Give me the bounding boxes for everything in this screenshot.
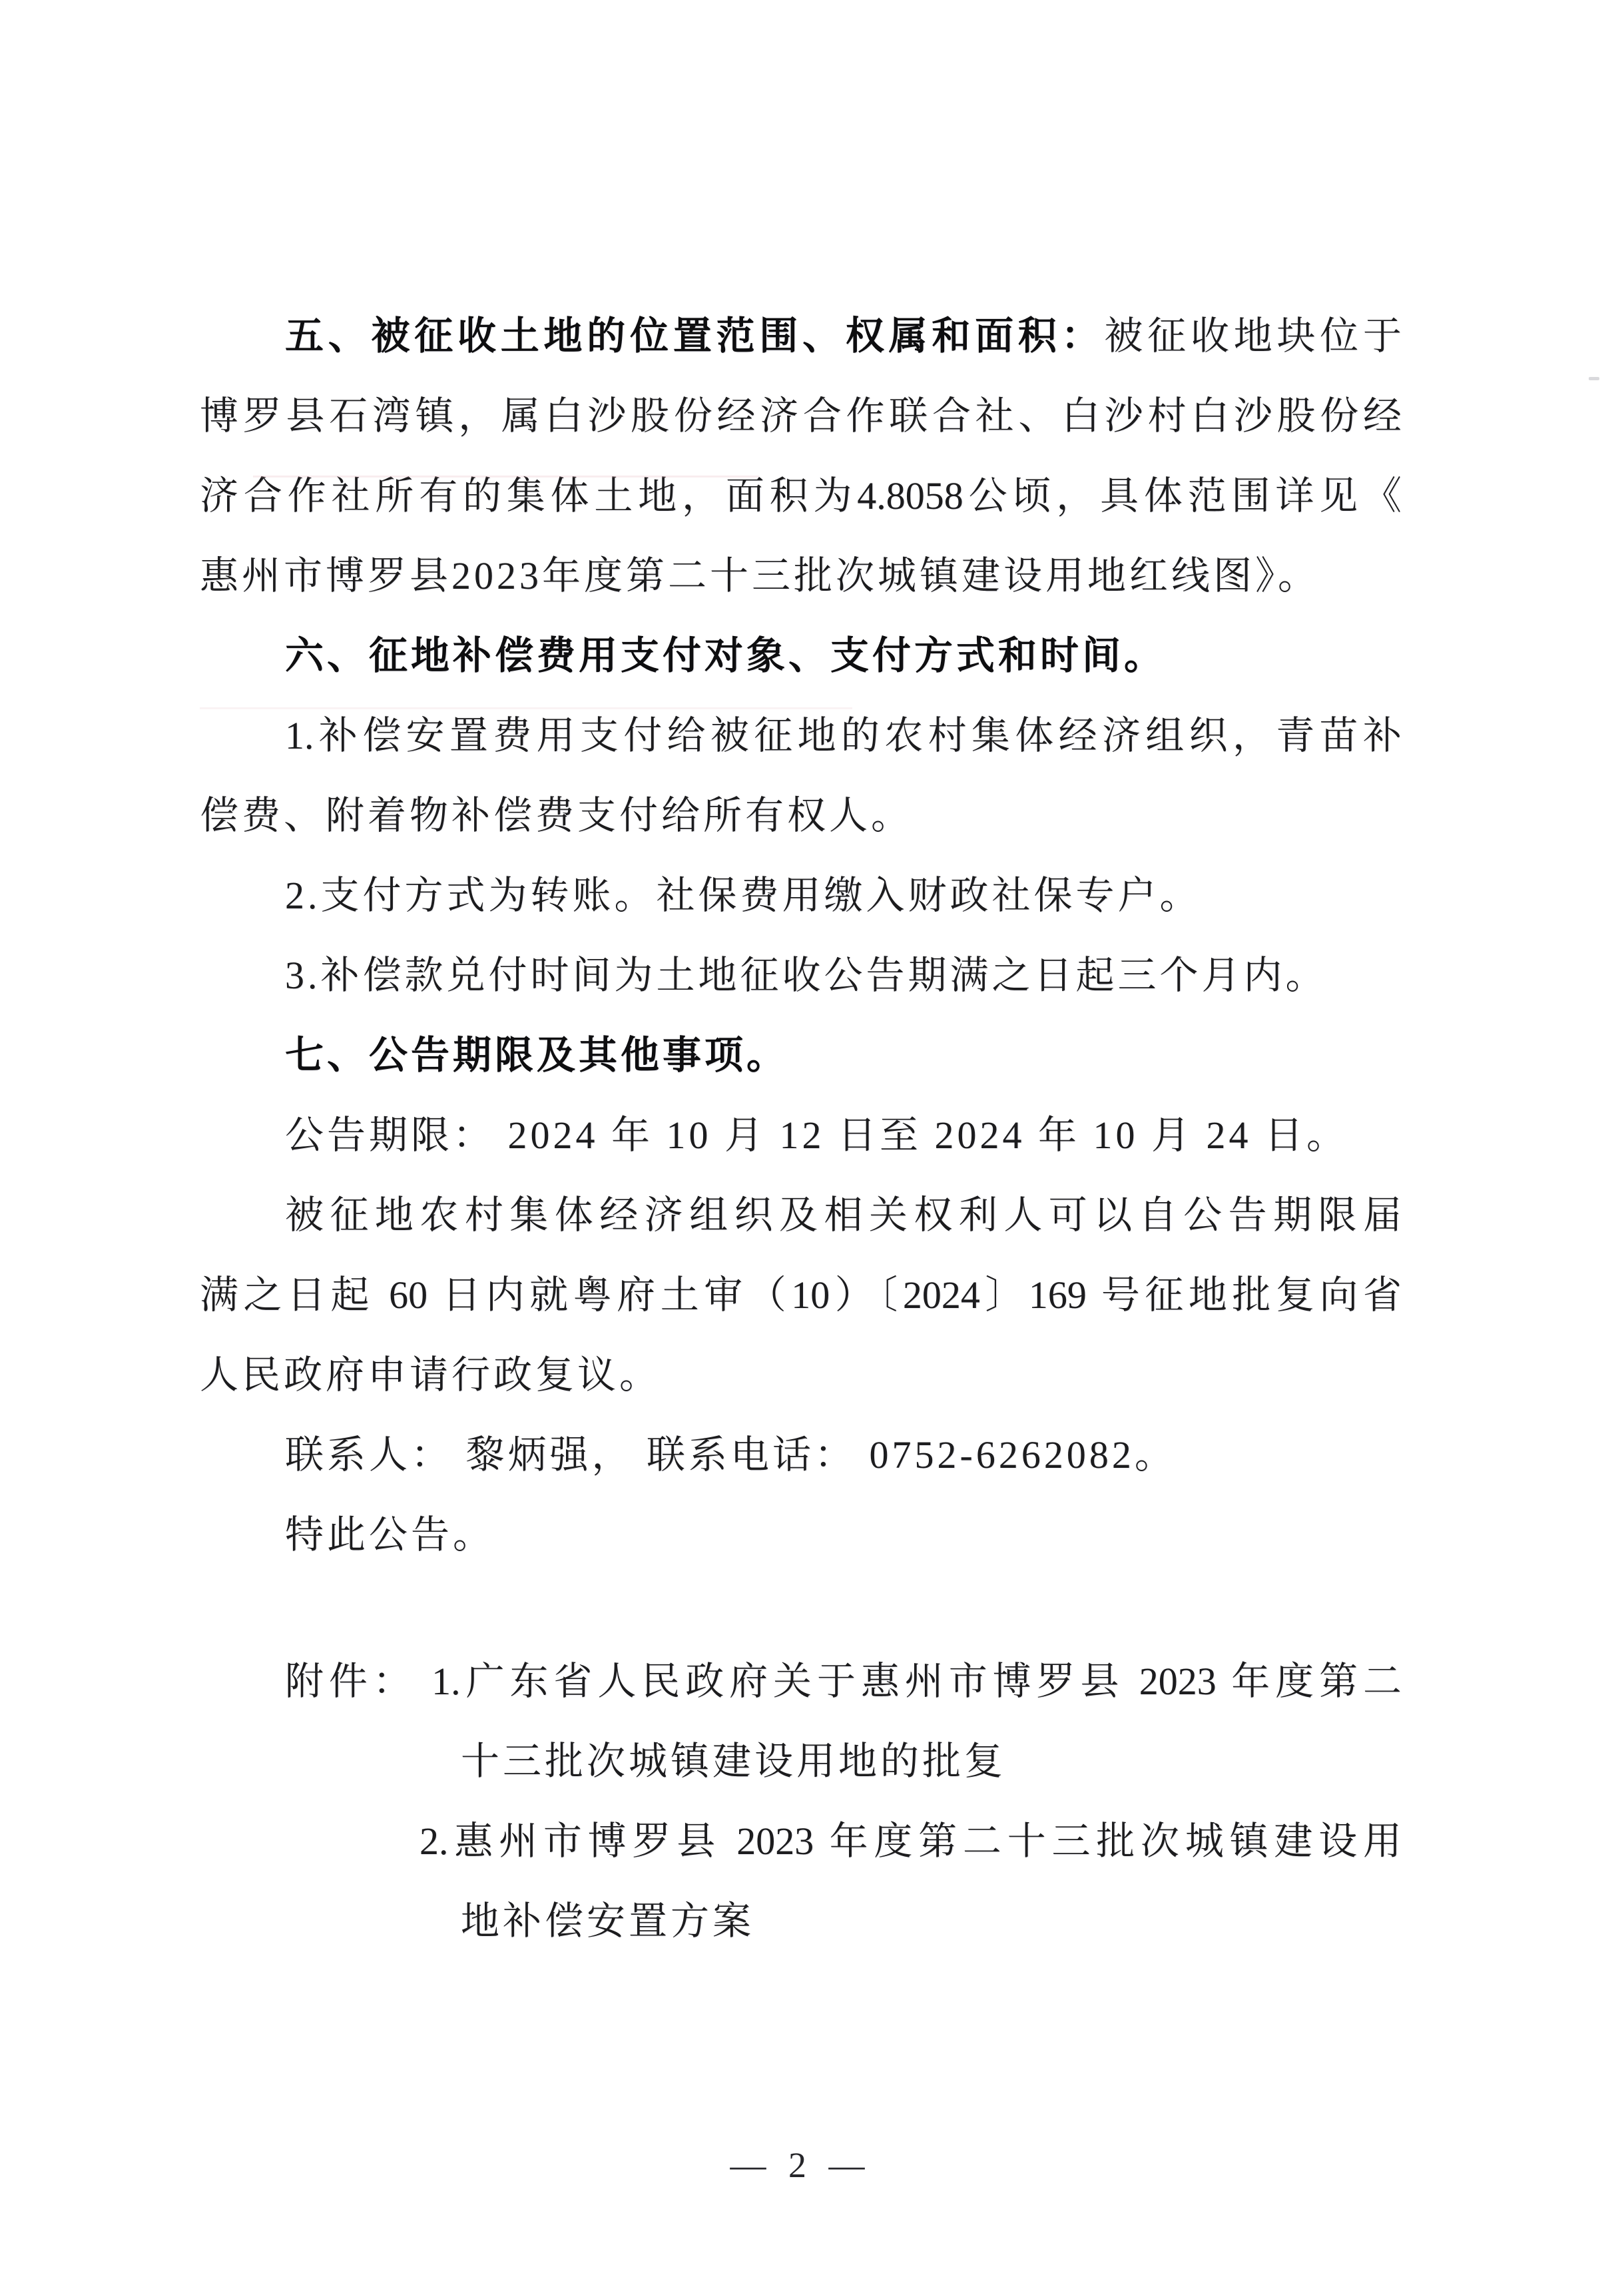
document-body [200,296,1402,1961]
paragraph-text: 2.支付方式为转账。社保费用缴入财政社保专户。 [285,874,1202,917]
attachment-text: 地补偿安置方案 [461,1899,755,1943]
section-7-heading-line [200,1016,1402,1096]
page-number: — 2 — [730,2145,872,2185]
closing-text: 特此公告。 [285,1513,495,1556]
paragraph-text: 被征收地块位于 [1104,314,1402,358]
paragraph-text: 被征地农村集体经济组织及相关权利人可以自公告期限届 [285,1193,1402,1237]
attachment-2-continuation [200,1881,1402,1961]
paragraph-line [200,536,1402,616]
paragraph-text: 博罗县石湾镇，属白沙股份经济合作联合社、白沙村白沙股份经 [200,394,1402,438]
attachment-1-continuation [200,1722,1402,1802]
paragraph-text: 1.补偿安置费用支付给被征地的农村集体经济组织，青苗补 [285,714,1402,757]
list-item-3-line [200,936,1402,1016]
closing-line [200,1495,1402,1575]
section-6-heading-line [200,616,1402,696]
notice-period-text: 公告期限： 2024 年 10 月 12 日至 2024 年 10 月 24 日。 [285,1114,1349,1157]
paragraph-line [200,1255,1402,1335]
attachments-block [200,1642,1402,1961]
scan-artifact [200,707,852,709]
list-item-1-continuation [200,776,1402,856]
attachment-text: 十三批次城镇建设用地的批复 [461,1740,1007,1783]
paragraph-text: 3.补偿款兑付时间为土地征收公告期满之日起三个月内。 [285,954,1328,997]
paragraph-text: 满之日起 60 日内就粤府土审（10）〔2024〕169 号征地批复向省 [200,1273,1402,1317]
paragraph-text: 人民政府申请行政复议。 [200,1353,662,1397]
paragraph-text: 偿费、附着物补偿费支付给所有权人。 [200,794,914,837]
paragraph-line [200,456,1402,536]
paragraph-text: 惠州市博罗县2023年度第二十三批次城镇建设用地红线图》。 [200,554,1320,597]
attachment-1-line [200,1642,1402,1722]
notice-period-line [200,1096,1402,1175]
list-item-2-line [200,856,1402,936]
paragraph-line [200,376,1402,456]
section-6-heading: 六、征地补偿费用支付对象、支付方式和时间。 [285,634,1167,677]
section-5-heading-line [200,296,1402,376]
scan-artifact [253,476,759,478]
paragraph-line [200,1175,1402,1255]
scan-artifact [1589,377,1599,380]
contact-text: 联系人： 黎炳强， 联系电话： 0752-6262082。 [285,1433,1177,1476]
section-7-heading: 七、公告期限及其他事项。 [285,1034,789,1077]
attachment-text: 2.惠州市博罗县 2023 年度第二十三批次城镇建设用 [419,1819,1402,1863]
attachment-text: 附件： 1.广东省人民政府关于惠州市博罗县 2023 年度第二 [285,1660,1402,1703]
contact-line [200,1415,1402,1495]
paragraph-line [200,1335,1402,1415]
attachment-2-line [200,1802,1402,1881]
section-5-heading: 五、被征收土地的位置范围、权属和面积： [285,314,1105,358]
paragraph-text: 济合作社所有的集体土地，面积为4.8058公顷，具体范围详见《 [200,474,1402,517]
